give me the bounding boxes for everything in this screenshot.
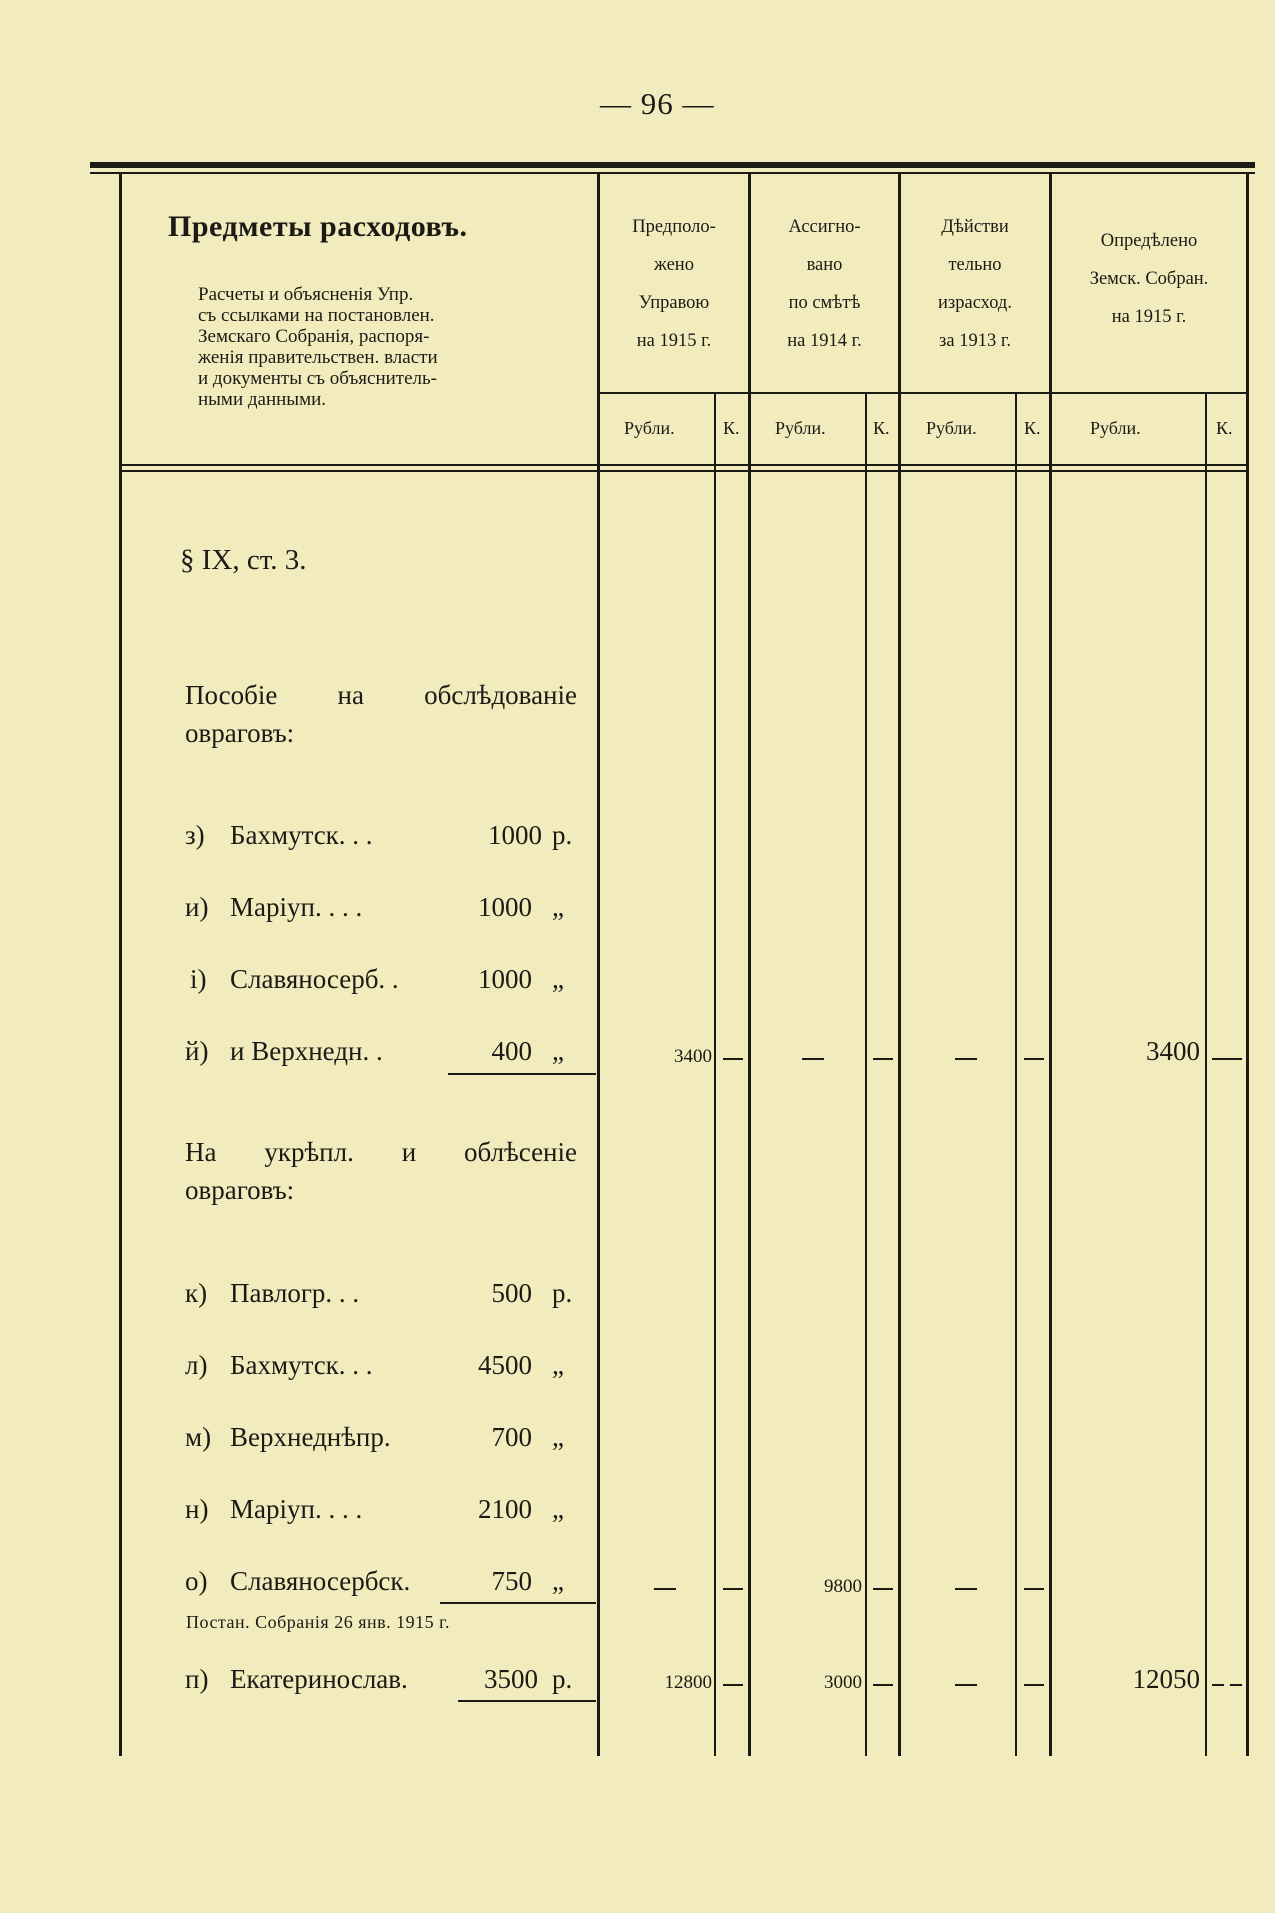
header-bottom-rule — [121, 464, 1247, 466]
item-unit: „ — [552, 964, 564, 994]
empty-dash — [1024, 1588, 1044, 1590]
empty-dash — [723, 1588, 743, 1590]
subtotal-rule — [448, 1073, 596, 1075]
item-name: Бахмутск. . . — [230, 1350, 373, 1380]
item-unit: „ — [552, 1494, 564, 1524]
item-amount: 400 — [491, 1036, 532, 1066]
group2-heading: На укрѣпл. и облѣсеніе овраговъ: — [185, 1137, 577, 1205]
item-unit: „ — [552, 1350, 564, 1380]
item-label: і) — [190, 964, 207, 994]
empty-dash — [873, 1058, 893, 1060]
table-left-border — [119, 174, 122, 1756]
subtitle-line: Земскаго Собранія, распоря- — [198, 326, 430, 347]
final-rule — [458, 1700, 596, 1702]
unit-rubles: Рубли. — [624, 418, 675, 438]
col-separator — [748, 174, 751, 1756]
item-label: и) — [185, 892, 209, 922]
final-assigned: 3000 — [824, 1672, 862, 1693]
col-header-proposed: Предполо- жено Управою на 1915 г. — [632, 217, 716, 351]
item-amount: 2100 — [478, 1494, 532, 1524]
item-label: м) — [185, 1422, 212, 1452]
item-name: Бахмутск. . . — [230, 820, 373, 850]
kop-separator — [714, 392, 716, 1756]
empty-dash — [723, 1684, 743, 1686]
final-proposed: 12800 — [664, 1672, 712, 1693]
col-header-determined: Опредѣлено Земск. Собран. на 1915 г. — [1089, 231, 1209, 327]
item-name: Верхнеднѣпр. — [230, 1422, 391, 1452]
item-unit: р. — [552, 820, 573, 850]
item-amount: 1000 — [488, 820, 542, 850]
section-reference: § IX, ст. 3. — [180, 544, 307, 576]
empty-dash — [955, 1588, 977, 1590]
item-unit: р. — [552, 1278, 573, 1308]
item-label: л) — [185, 1350, 208, 1380]
resolution-note: Постан. Собранія 26 янв. 1915 г. — [186, 1612, 450, 1632]
unit-kopecks: К. — [873, 418, 890, 438]
header-subtitle — [198, 284, 528, 410]
unit-rubles: Рубли. — [1090, 418, 1141, 438]
col-header-spent: Дѣйстви тельно израсход. за 1913 г. — [938, 217, 1012, 351]
empty-dash — [1230, 1684, 1242, 1686]
item-name: Славяносерб. . — [230, 964, 399, 994]
total-determined: 3400 — [1146, 1036, 1200, 1066]
empty-dash — [802, 1058, 824, 1060]
item-unit: „ — [552, 1566, 564, 1596]
empty-dash — [723, 1058, 743, 1060]
unit-kopecks: К. — [1216, 418, 1233, 438]
item-name: и Верхнедн. . — [230, 1036, 383, 1066]
header-title: Предметы расходовъ. — [168, 210, 468, 243]
unit-rubles: Рубли. — [775, 418, 826, 438]
empty-dash — [873, 1684, 893, 1686]
empty-dash — [1024, 1058, 1044, 1060]
item-amount: 750 — [491, 1566, 532, 1596]
subtotal-rule — [440, 1602, 596, 1604]
item-name: Маріуп. . . . — [230, 892, 363, 922]
item-name: Славяносербск. — [230, 1566, 411, 1596]
unit-rubles: Рубли. — [926, 418, 977, 438]
subtitle-line: съ ссылками на постановлен. — [198, 305, 435, 326]
empty-dash — [873, 1588, 893, 1590]
unit-kopecks: К. — [723, 418, 740, 438]
col-separator — [1049, 174, 1052, 1756]
subtitle-line: Расчеты и объясненія Упр. — [198, 284, 414, 305]
kop-separator — [1205, 392, 1207, 1756]
group1-heading: Пособіе на обслѣдованіе овраговъ: — [185, 680, 577, 748]
subtitle-line: и документы съ объяснитель- — [198, 368, 437, 389]
top-rule-thin — [90, 172, 1255, 174]
empty-dash — [1024, 1684, 1044, 1686]
item-name: Екатеринослав. — [230, 1664, 408, 1694]
col-separator — [597, 174, 600, 1756]
final-determined: 12050 — [1132, 1664, 1200, 1694]
empty-dash — [1212, 1058, 1242, 1060]
item-name: Павлогр. . . — [230, 1278, 360, 1308]
item-label: й) — [185, 1036, 209, 1066]
item-label: н) — [185, 1494, 209, 1524]
unit-kopecks: К. — [1024, 418, 1041, 438]
empty-dash — [1212, 1684, 1224, 1686]
item-label: о) — [185, 1566, 208, 1596]
item-unit: р. — [552, 1664, 573, 1694]
empty-dash — [654, 1588, 676, 1590]
empty-dash — [955, 1058, 977, 1060]
subtitle-line: ными данными. — [198, 389, 327, 410]
kop-separator — [1015, 392, 1017, 1756]
col-header-assigned: Ассигно- вано по смѣтѣ на 1914 г. — [787, 217, 862, 351]
unit-row-rule — [599, 392, 1247, 394]
empty-dash — [955, 1684, 977, 1686]
top-rule — [90, 162, 1255, 168]
item-label: к) — [185, 1278, 208, 1308]
item-unit: „ — [552, 892, 564, 922]
header-bottom-rule-2 — [121, 470, 1247, 472]
page-number: — 96 — — [600, 86, 715, 121]
item-amount: 700 — [491, 1422, 532, 1452]
item-amount: 3500 — [484, 1664, 538, 1694]
item-amount: 1000 — [478, 892, 532, 922]
item-unit: „ — [552, 1422, 564, 1452]
item-amount: 4500 — [478, 1350, 532, 1380]
subtitle-line: женія правительствен. власти — [198, 347, 438, 368]
item-unit: „ — [552, 1036, 564, 1066]
item-label: п) — [185, 1664, 209, 1694]
item-label: з) — [185, 820, 205, 850]
item-amount: 500 — [491, 1278, 532, 1308]
table-right-border — [1246, 174, 1249, 1756]
col-separator — [898, 174, 901, 1756]
item-amount: 1000 — [478, 964, 532, 994]
total-assigned: 9800 — [824, 1576, 862, 1597]
item-name: Маріуп. . . . — [230, 1494, 363, 1524]
kop-separator — [865, 392, 867, 1756]
total-proposed: 3400 — [674, 1046, 712, 1067]
